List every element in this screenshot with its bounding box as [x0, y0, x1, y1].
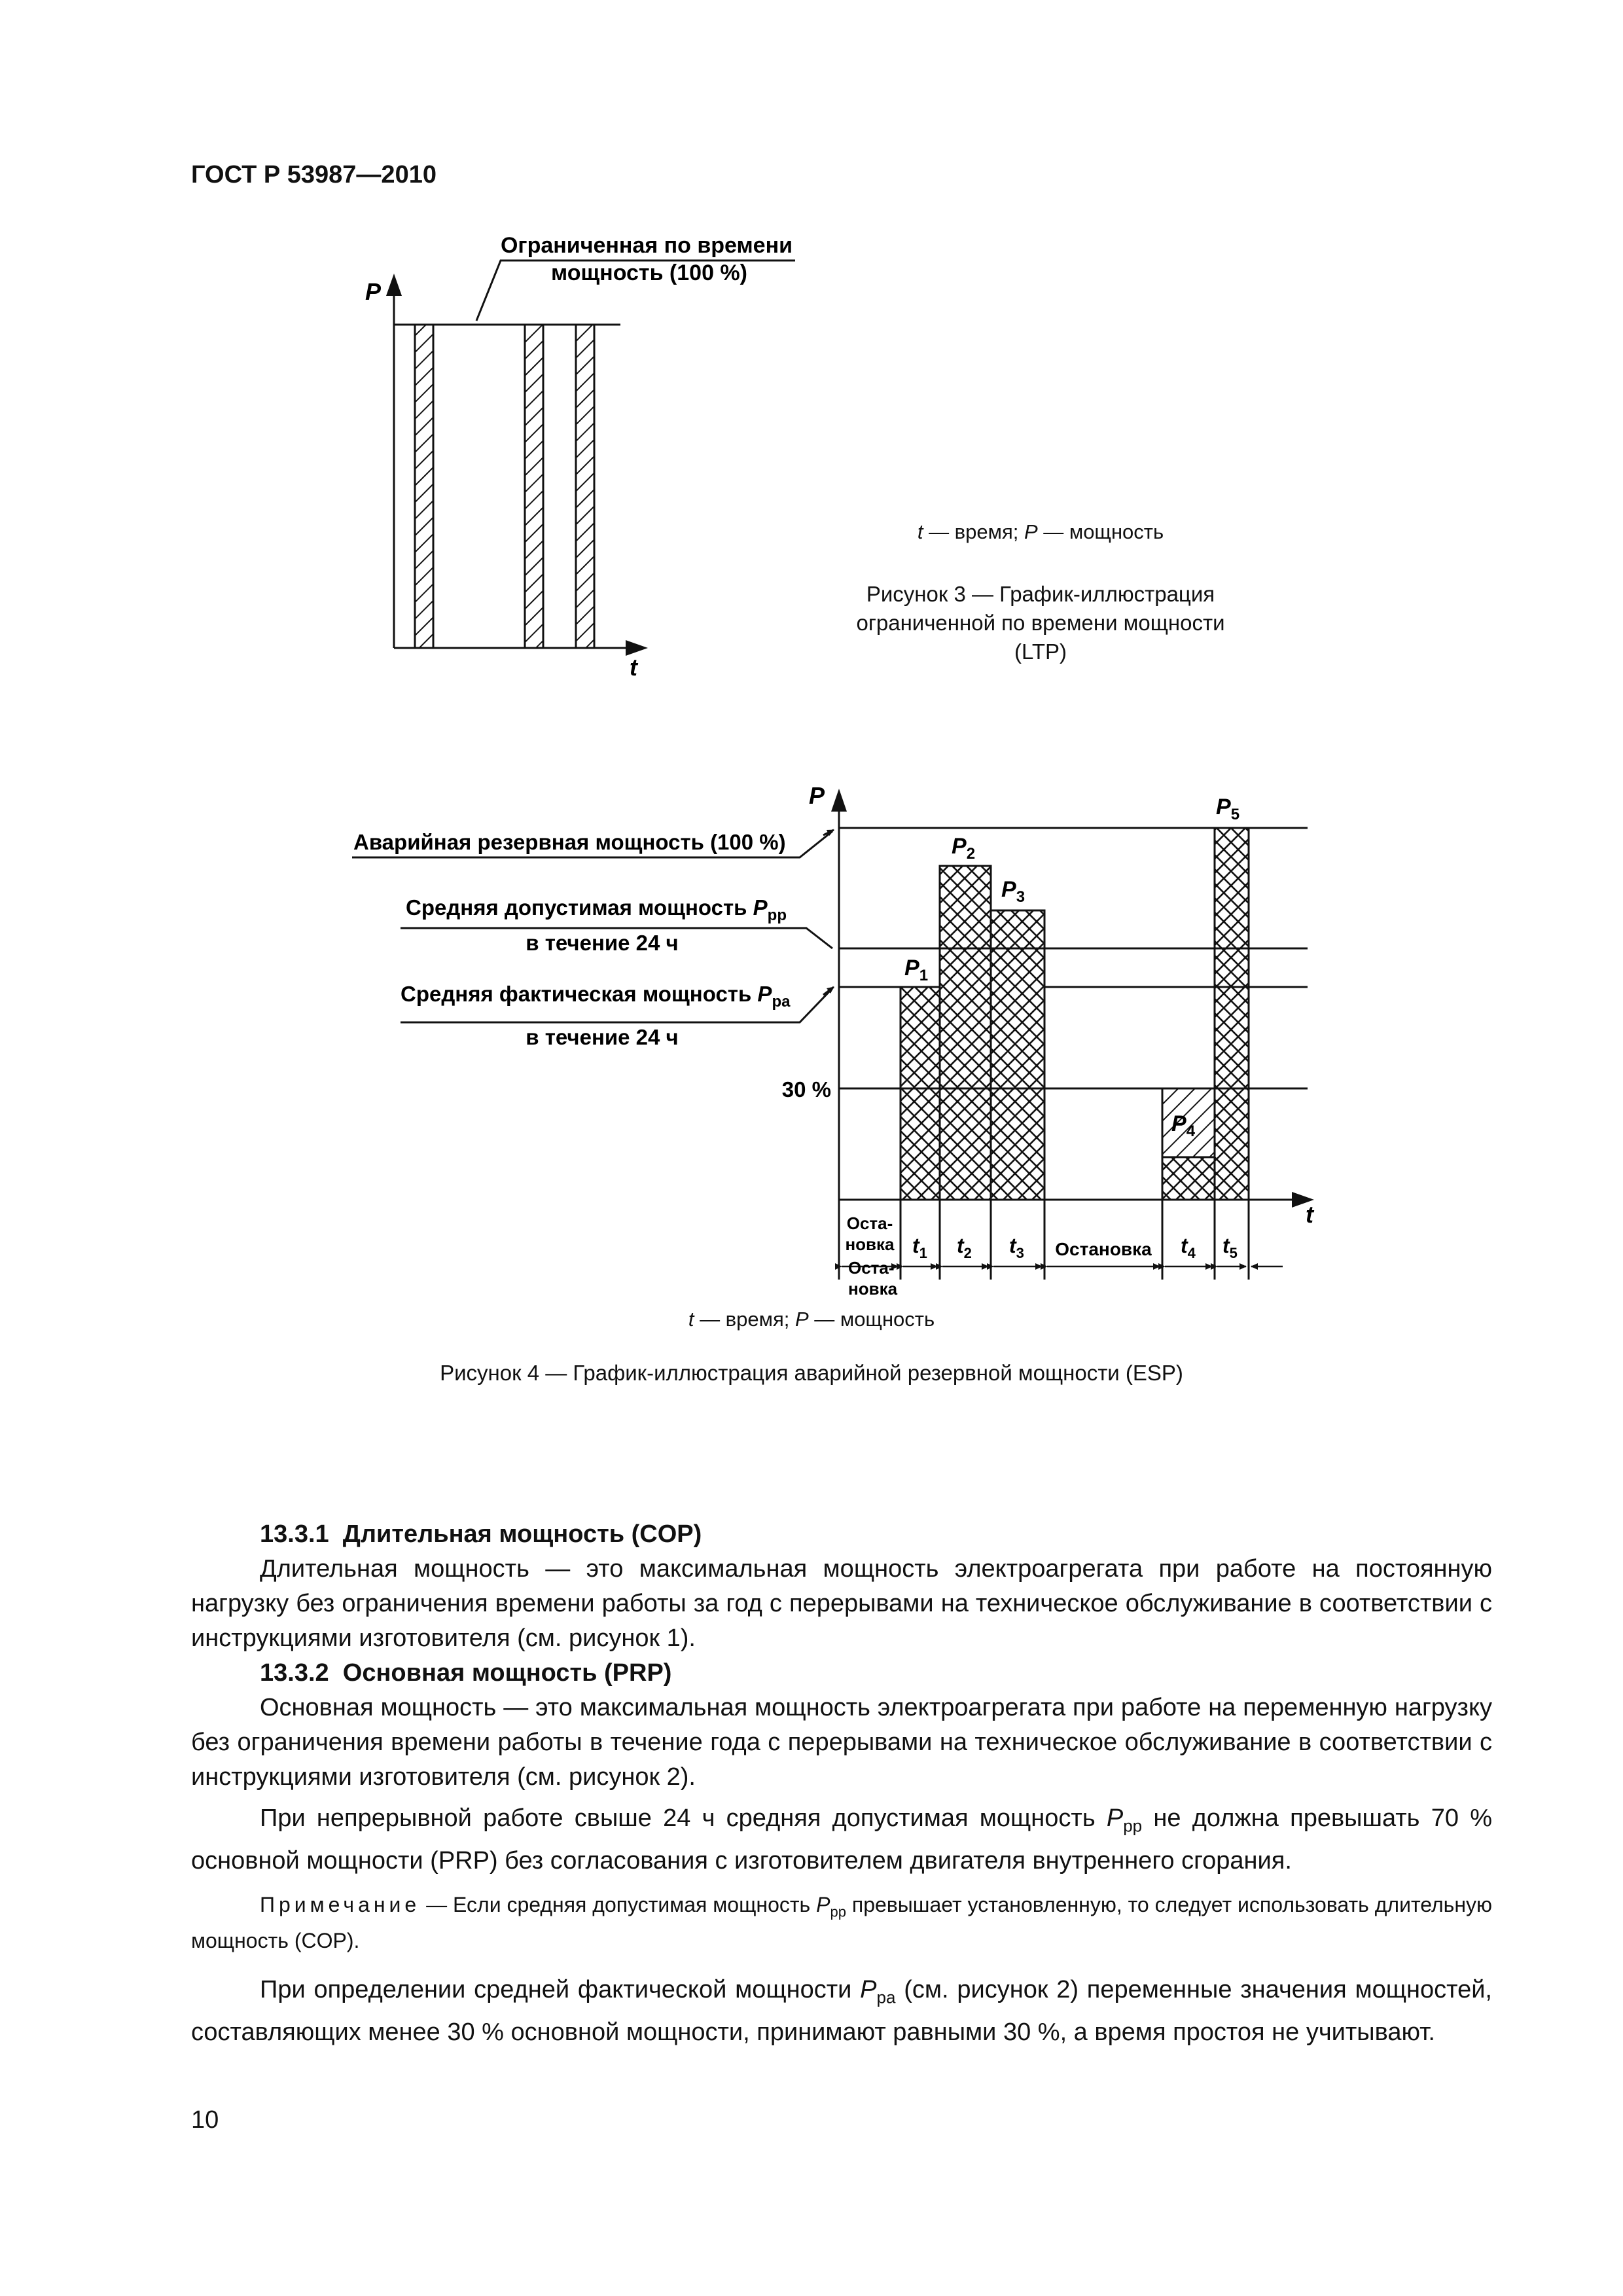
section-1331-heading: [191, 1517, 1492, 1552]
fig4-label-esp: Аварийная резервная мощность (100 %): [353, 830, 786, 854]
fig3-axis-t-label: t: [630, 654, 637, 681]
fig3-caption: [772, 580, 1309, 666]
fig4-bar-p2: [940, 866, 991, 1200]
section-1331-title: Длительная мощность (COP): [342, 1520, 702, 1548]
fig3-legend-rest1: — время;: [923, 520, 1024, 543]
figure-4: [352, 782, 1315, 1299]
fig4-legend-rest2: — мощность: [808, 1308, 935, 1331]
page-number: 10: [191, 2106, 219, 2134]
fig3-caption-line1: Рисунок 3 — График-иллюстрация: [866, 582, 1215, 606]
fig4-stop-c: Остановка: [1055, 1239, 1152, 1259]
fig4-label-ppa-line2: в течение 24 ч: [526, 1025, 679, 1049]
fig4-legend-p: P: [794, 1308, 809, 1331]
fig4-axis-p-label: P: [809, 782, 825, 809]
fig3-caption-line3: (LTP): [1014, 639, 1067, 664]
fig4-bar-p4-crossed: [1162, 1157, 1215, 1200]
note: [191, 1890, 1492, 1956]
fig4-label-30: 30 %: [781, 1077, 831, 1102]
fig3-legend-p: P: [1024, 520, 1038, 543]
para2-b: не должна превышать 70 % основной мощности (PRP) без согласования с изготовителем двигателя внутреннего сгорания.: [191, 1804, 1492, 1874]
fig3-legend-rest2: — мощность: [1037, 520, 1164, 543]
fig4-label-p4: $P_4$: [1171, 1111, 1196, 1140]
fig3-bar-2: [525, 325, 543, 648]
fig4-p-arrow: [831, 789, 847, 812]
fig4-legend-rest1: — время;: [694, 1308, 795, 1331]
section-1332-para3: [191, 1973, 1492, 2050]
section-1331-number: 13.3.1: [260, 1520, 329, 1548]
section-1332-para2: [191, 1801, 1492, 1878]
fig4-label-p3: $P_3$: [1001, 877, 1026, 906]
note-sym: P: [816, 1892, 830, 1916]
fig3-caption-line2: ограниченной по времени мощности: [856, 611, 1225, 635]
fig4-legend-t: t: [688, 1308, 694, 1331]
fig4-label-t4: $t_4$: [1181, 1234, 1196, 1261]
para3-b: (см. рисунок 2) переменные значения мощностей, составляющих менее 30 % основной мощности, принимают равными 30 %, а время простоя не учитывают.: [191, 1975, 1492, 2046]
section-1332-heading: [191, 1656, 1492, 1691]
fig4-label-t1: $t_1$: [912, 1234, 927, 1261]
para2-sub: pp: [1123, 1816, 1143, 1836]
fig4-bar-p5: [1215, 828, 1249, 1200]
fig4-axis-t-label: t: [1306, 1201, 1313, 1228]
fig3-bar-1: [415, 325, 433, 648]
fig4-legend: [589, 1308, 1034, 1331]
fig3-legend-t: t: [917, 520, 923, 543]
fig4-caption: Рисунок 4 — График-иллюстрация аварийной резервной мощности (ESP): [440, 1361, 1183, 1385]
fig4-stop-b-line1: Оста-: [848, 1258, 895, 1278]
note-sub: pp: [830, 1903, 846, 1920]
document-header: ГОСТ Р 53987—2010: [191, 161, 437, 188]
body-text: [191, 1517, 1492, 2050]
fig3-bar-3: [576, 325, 594, 648]
section-1332-title: Основная мощность (PRP): [342, 1659, 672, 1687]
fig4-bar-p3: [991, 910, 1044, 1200]
para2-a: При непрерывной работе свыше 24 ч средняя допустимая мощность: [260, 1804, 1107, 1832]
fig4-stop-a-line2: новка: [845, 1234, 895, 1254]
note-label: Примечание: [260, 1892, 421, 1916]
fig4-label-t3: $t_3$: [1009, 1234, 1024, 1261]
fig4-label-p1: $P_1$: [904, 956, 929, 984]
fig3-p-arrow: [386, 274, 402, 296]
fig4-stop-b-line2: новка: [848, 1279, 898, 1299]
fig4-label-t2: $t_2$: [957, 1234, 972, 1261]
note-b: превышает установленную, то следует использовать длительную мощность (COP).: [191, 1892, 1493, 1952]
para2-sym: P: [1106, 1804, 1124, 1832]
para3-sym: P: [860, 1975, 877, 2003]
section-1332-number: 13.3.2: [260, 1659, 329, 1687]
fig4-bar-p1: [901, 987, 940, 1200]
fig3-legend: [818, 520, 1263, 544]
para3-a: При определении средней фактической мощности: [260, 1975, 861, 2003]
fig4-label-p2: $P_2$: [952, 834, 976, 863]
fig4-label-ppp: Средняя допустимая мощность $P_{pp}$: [406, 895, 787, 924]
figure-3: [365, 233, 795, 681]
para3-sub: pa: [876, 1987, 896, 2007]
fig3-axis-p-label: P: [365, 278, 382, 305]
fig3-callout-line2: мощность (100 %): [551, 260, 747, 285]
section-1332-text: Основная мощность — это максимальная мощность электроагрегата при работе на переменную нагрузку без ограничения времени работы в течение года с перерывами на техническое обслуживание в соответствии с инструкциями изготовителя (см. рисунок 2).: [191, 1694, 1492, 1791]
fig3-callout-line1: Ограниченная по времени: [500, 233, 793, 258]
fig4-label-ppa: Средняя фактическая мощность $P_{pa}$: [401, 982, 791, 1011]
fig4-label-ppp-line2: в течение 24 ч: [526, 931, 679, 955]
note-a: — Если средняя допустимая мощность: [420, 1892, 817, 1916]
fig4-label-p5: $P_5$: [1216, 795, 1240, 823]
section-1331-text: Длительная мощность — это максимальная мощность электроагрегата при работе на постоянную нагрузку без ограничения времени работы за год с перерывами на техническое обслуживание в соответствии с инструкциями изготовителя (см. рисунок 1).: [191, 1555, 1492, 1652]
fig4-stop-a-line1: Оста-: [846, 1213, 893, 1233]
fig4-label-t5: $t_5$: [1222, 1234, 1238, 1261]
